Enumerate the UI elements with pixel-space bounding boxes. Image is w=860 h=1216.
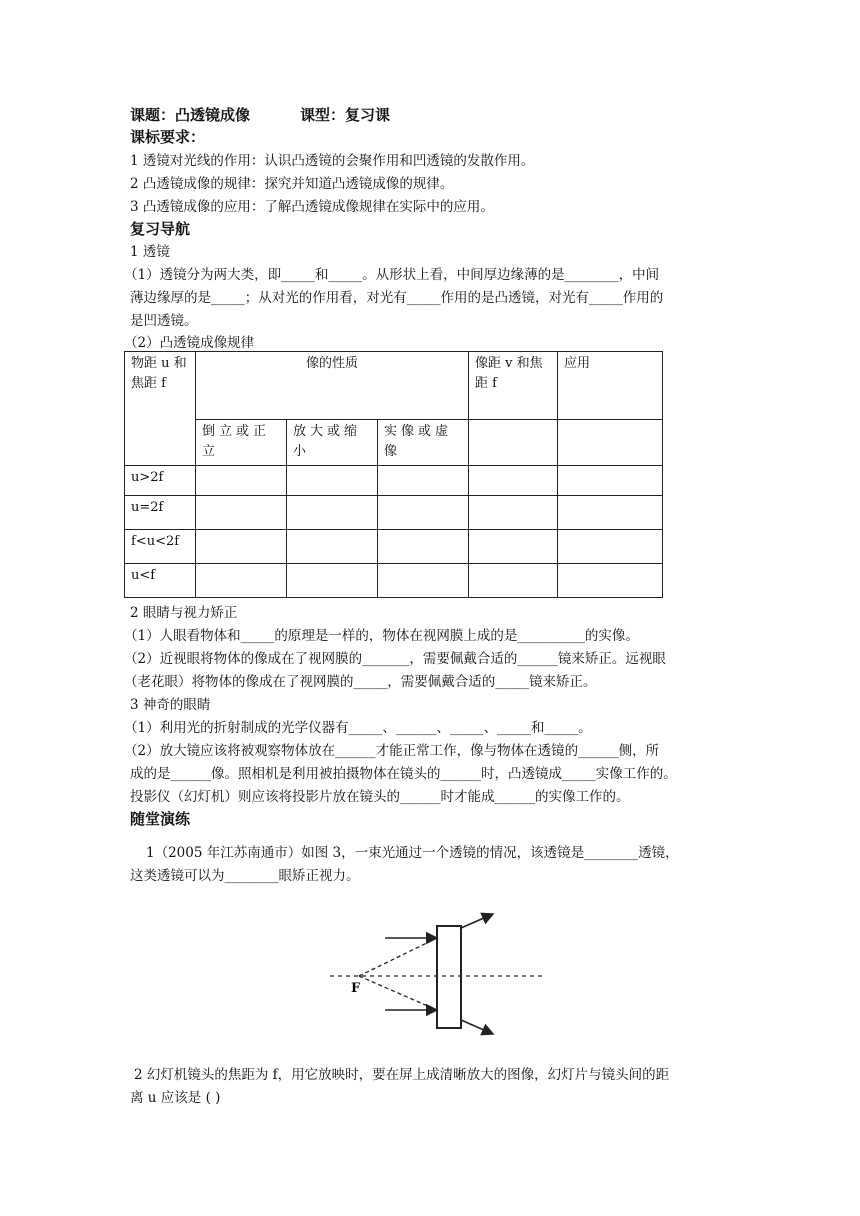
empty-cell (469, 466, 558, 496)
empty-cell (558, 420, 663, 466)
outgoing-ray-top (461, 914, 493, 928)
empty-cell (378, 564, 469, 598)
row-label: f<u<2f (125, 530, 196, 564)
text-line: （老花眼）将物体的像成在了视网膜的_____，需要佩戴合适的_____镜来矫正。 (124, 674, 597, 690)
question-line: 这类透镜可以为________眼矫正视力。 (130, 868, 360, 884)
text-line: （1）人眼看物体和_____的原理是一样的，物体在视网膜上成的是__________的实像。 (124, 628, 639, 644)
text-line: 成的是______像。照相机是利用被拍摄物体在镜头的______时，凸透镜成_____实像工作的。 (130, 766, 677, 782)
title-line (130, 106, 390, 124)
empty-cell (469, 564, 558, 598)
practice-heading: 随堂演练 (130, 810, 191, 828)
question-line: 2 幻灯机镜头的焦距为 f，用它放映时，要在屏上成清晰放大的图像，幻灯片与镜头间的距 (134, 1067, 670, 1083)
row-label: u>2f (125, 466, 196, 496)
focus-label: F (351, 981, 361, 996)
question-line: 离 u 应该是 ( ) (130, 1090, 221, 1106)
empty-cell (558, 530, 663, 564)
empty-cell (558, 564, 663, 598)
sub-header-cell: 倒立或正立 (196, 420, 287, 466)
text-line: （1）透镜分为两大类，即_____和_____。从形状上看，中间厚边缘薄的是________，中间 (124, 267, 660, 283)
header-cell-u: 物距 u 和焦距 f (125, 352, 196, 466)
review-heading: 复习导航 (130, 220, 191, 238)
sub-header-cell: 实像或虚像 (378, 420, 469, 466)
standard-item: 2 凸透镜成像的规律：探究并知道凸透镜成像的规律。 (130, 176, 454, 192)
empty-cell (469, 496, 558, 530)
lens-rect (437, 926, 461, 1028)
empty-cell (378, 496, 469, 530)
header-cell-nature: 像的性质 (196, 352, 469, 420)
empty-cell (378, 530, 469, 564)
empty-cell (287, 496, 378, 530)
standard-item: 1 透镜对光线的作用：认识凸透镜的会聚作用和凹透镜的发散作用。 (130, 153, 535, 169)
outgoing-ray-bottom (461, 1020, 493, 1034)
empty-cell (378, 466, 469, 496)
row-label: u<f (125, 564, 196, 598)
standard-item: 3 凸透镜成像的应用：了解凸透镜成像规律在实际中的应用。 (130, 199, 494, 215)
text-line: （2）凸透镜成像规律 (124, 335, 255, 351)
lesson-type: 课型：复习课 (300, 106, 391, 124)
sub-header-cell: 放大或缩小 (287, 420, 378, 466)
empty-cell (196, 496, 287, 530)
lesson-title: 课题：凸透镜成像 (130, 106, 251, 124)
text-line: 投影仪（幻灯机）则应该将投影片放在镜头的______时才能成______的实像工作的。 (130, 789, 630, 805)
empty-cell (287, 530, 378, 564)
lens-diagram (325, 910, 555, 1040)
text-line: 薄边缘厚的是_____；从对光的作用看，对光有_____作用的是凸透镜，对光有_____作用的 (130, 290, 664, 306)
virtual-ray-bottom (359, 976, 437, 1010)
virtual-ray-top (359, 938, 437, 976)
section-title: 3 神奇的眼睛 (130, 697, 211, 713)
header-cell-app: 应用 (558, 352, 663, 420)
empty-cell (469, 420, 558, 466)
header-cell-v: 像距 v 和焦距 f (469, 352, 558, 420)
empty-cell (196, 564, 287, 598)
empty-cell (558, 466, 663, 496)
text-line: （1）利用光的折射制成的光学仪器有_____、______、_____、_____和_____。 (124, 720, 592, 736)
empty-cell (287, 466, 378, 496)
question-line: 1（2005 年江苏南通市）如图 3，一束光通过一个透镜的情况，该透镜是________透镜， (146, 845, 679, 861)
section-title: 2 眼睛与视力矫正 (130, 605, 238, 621)
empty-cell (287, 564, 378, 598)
empty-cell (196, 530, 287, 564)
empty-cell (196, 466, 287, 496)
empty-cell (469, 530, 558, 564)
standards-heading: 课标要求： (130, 128, 206, 146)
section-title: 1 透镜 (130, 244, 170, 260)
empty-cell (558, 496, 663, 530)
imaging-rules-table (124, 351, 663, 598)
text-line: （2）近视眼将物体的像成在了视网膜的_______，需要佩戴合适的______镜来矫正。远视眼 (124, 651, 666, 667)
row-label: u=2f (125, 496, 196, 530)
text-line: 是凹透镜。 (130, 313, 198, 329)
text-line: （2）放大镜应该将被观察物体放在______才能正常工作，像与物体在透镜的______侧，所 (124, 743, 660, 759)
